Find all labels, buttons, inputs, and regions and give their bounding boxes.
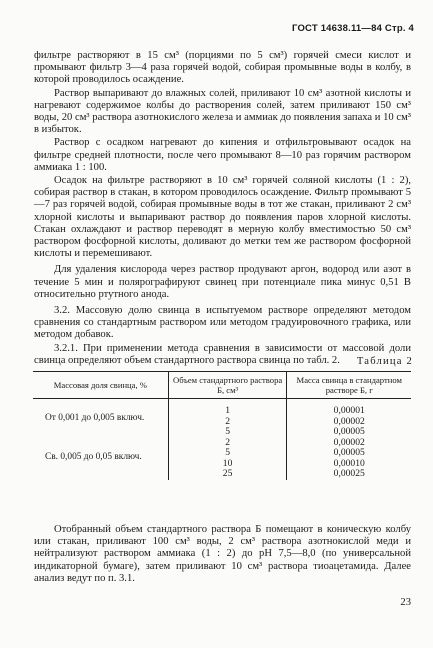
table-cell: 0,00002 bbox=[333, 415, 365, 427]
table-caption: Таблица 2 bbox=[356, 356, 413, 367]
table-cell: 2 bbox=[225, 415, 230, 427]
paragraph: Раствор с осадком нагревают до кипения и отфильтровывают осадок на фильтре средней плотности, после чего промывают 8—10 раз горячим раствором аммиака 1 : 100. bbox=[34, 137, 411, 173]
table-cell: 5 bbox=[225, 447, 230, 458]
paragraph: Осадок на фильтре растворяют в 10 см³ горячей соляной кислоты (1 : 2), собирая раствор в стакан, в котором проводилось осаждение. Фильтр промывают 5—7 раз горячей водой, собирая промывные воды в тот же стакан, приливают 2 см³ хлорной кислоты и выпаривают раствор до появления паров хлорной кислоты. Стакан охлаждают и раствор переводят в мерную колбу вместимостью 50 см³ раствором фосфорной кислоты, доливают до метки тем же раствором фосфорной кислоты и перемешивают. bbox=[34, 175, 411, 260]
paragraph: 3.2. Массовую долю свинца в испытуемом растворе определяют методом сравнения со стандартным раствором или методом градуировочного графика, или методом добавок. bbox=[34, 305, 411, 341]
paragraph: 3.2.1. При применении метода сравнения в зависимости от массовой доли свинца определяют объем стандартного раствора свинца по табл. 2. bbox=[34, 342, 411, 366]
table-cell-range: От 0,001 до 0,005 включ. bbox=[45, 413, 145, 423]
table-row bbox=[33, 399, 411, 438]
volume-list bbox=[169, 406, 287, 438]
table-cell: 0,00002 bbox=[333, 436, 365, 448]
mass-list bbox=[287, 406, 411, 438]
page-number: 23 bbox=[400, 597, 411, 608]
table-header-cell: Масса свинца в стандартном растворе Б, г bbox=[287, 372, 411, 399]
table-cell: 1 bbox=[225, 405, 230, 416]
volume-list bbox=[169, 438, 287, 480]
table-cell: 0,00005 bbox=[333, 447, 365, 458]
page-header: ГОСТ 14638.11—84 Стр. 4 bbox=[291, 23, 414, 34]
table-cell: 0,00010 bbox=[333, 457, 365, 469]
table-cell: 5 bbox=[225, 426, 230, 437]
table-cell: 25 bbox=[222, 468, 233, 479]
table-cell: 0,00025 bbox=[333, 468, 365, 479]
table-cell: 2 bbox=[225, 436, 230, 448]
table-row bbox=[33, 438, 411, 480]
paragraph: Отобранный объем стандартного раствора Б помещают в коническую колбу или стакан, приливают 100 см³ воды, 2 см³ раствора азотнокислой меди и нейтрализуют раствором аммиака (1 : 2) до pH 7,5—8,0 (по универсальной индикаторной бумаге), затем приливают 10 см³ раствора тиоацетамида. Далее анализ ведут по п. 3.1. bbox=[34, 524, 411, 584]
table-2 bbox=[33, 371, 411, 480]
paragraph: фильтре растворяют в 15 см³ (порциями по 5 см³) горячей смеси кислот и промывают фильтр 3—4 раза горячей водой, собирая промывные воды в колбу, в которой проводилось осаждение. bbox=[34, 50, 411, 86]
table-cell: 0,00005 bbox=[333, 426, 365, 437]
body-text bbox=[34, 50, 411, 368]
paragraph: Для удаления кислорода через раствор продувают аргон, водород или азот в течение 5 мин и полярографируют свинец при потенциале пика минус 0,51 В относительно ртутного анода. bbox=[34, 264, 411, 300]
table-header-cell: Объем стандартного раствора Б, см³ bbox=[168, 372, 287, 399]
table-cell-range: Св. 0,005 до 0,05 включ. bbox=[45, 451, 142, 462]
mass-list bbox=[287, 438, 411, 480]
table-cell: 10 bbox=[222, 457, 233, 469]
table-header-cell: Массовая доля свинца, % bbox=[33, 372, 168, 399]
paragraph: Раствор выпаривают до влажных солей, приливают 10 см³ азотной кислоты и нагревают содержимое колбы до растворения солей, затем приливают 150 см³ воды, 20 см³ раствора азотнокислого железа и аммиак до появления запаха и 10 см³ в избыток. bbox=[34, 87, 411, 136]
body-text-bottom bbox=[34, 524, 411, 585]
table-cell: 0,00001 bbox=[333, 405, 365, 416]
